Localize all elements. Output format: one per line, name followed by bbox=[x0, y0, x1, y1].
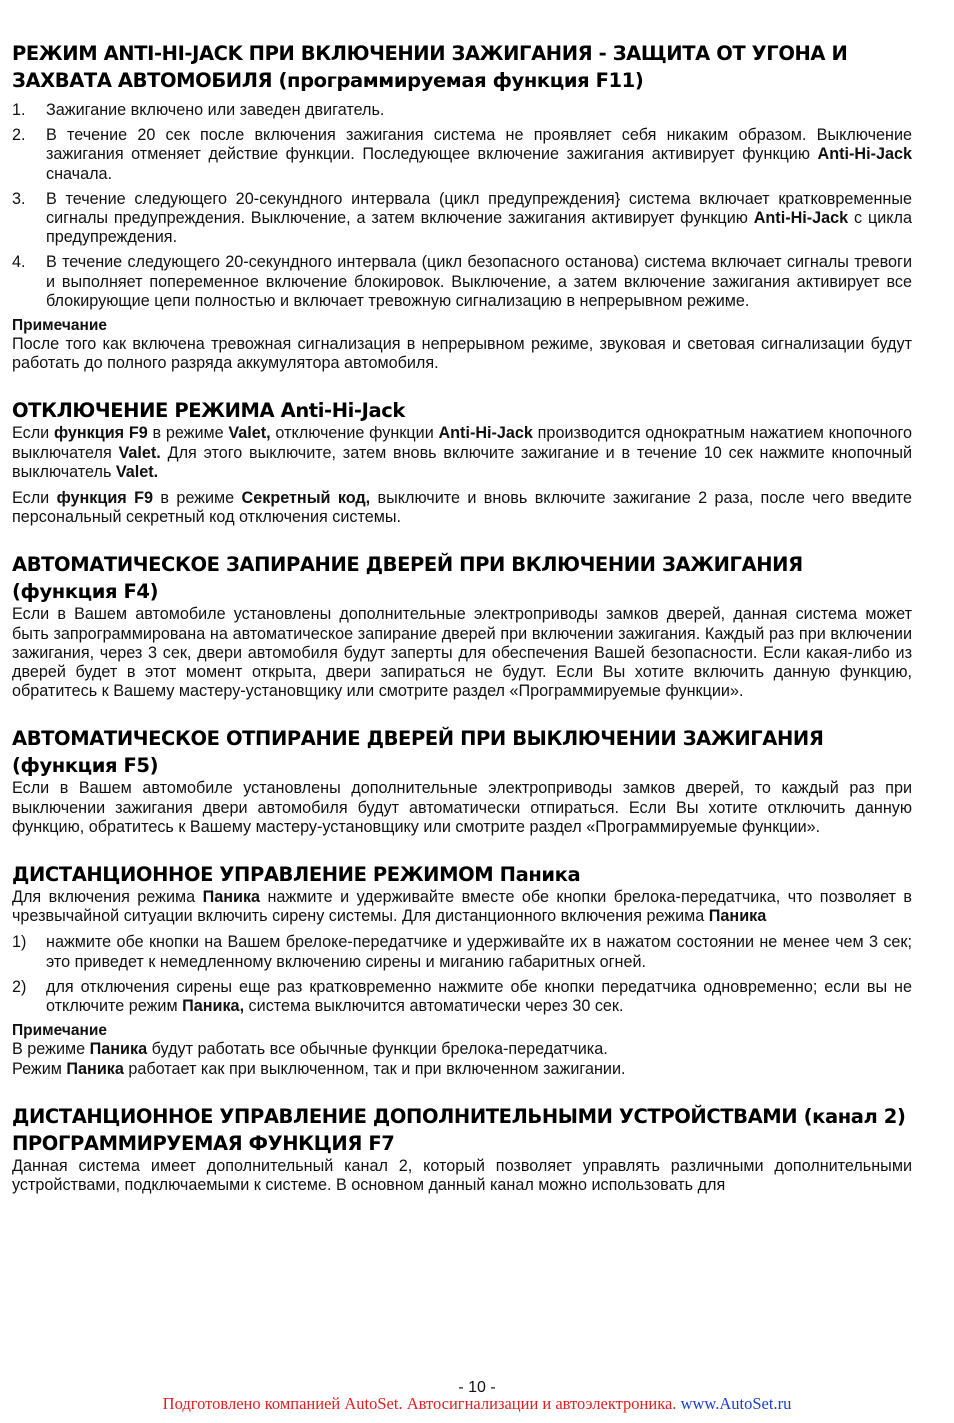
paragraph: Для включения режима Паника нажмите и удерживайте вместе обе кнопки брелока-передатчика, что позволяет в чрезвычайной ситуации включить сирену системы. Для дистанционного включения режима Паника bbox=[12, 888, 913, 926]
manual-page bbox=[12, 40, 912, 1219]
list-item: 2) для отключения сирены еще раз кратковременно нажмите обе кнопки передатчика одновременно; если вы не отключите режим Паника, система выключится автоматически через 30 сек. bbox=[12, 977, 912, 1016]
note-heading: Примечание bbox=[12, 1022, 107, 1040]
page-number: - 10 - bbox=[458, 1379, 496, 1396]
section-disable-anti-hi-jack bbox=[12, 397, 912, 527]
steps-list bbox=[12, 101, 912, 311]
paragraph: Данная система имеет дополнительный канал 2, который позволяет управлять различными дополнительными устройствами, подключаемыми к системе. В основном данный канал можно использовать для bbox=[12, 1156, 912, 1194]
footer-credit: Подготовлено компанией AutoSet. Автосигнализации и автоэлектроника. www.AutoSet.ru bbox=[162, 1394, 792, 1413]
paragraph: Если функция F9 в режиме Valet, отключение функции Anti-Hi-Jack производится однократным нажатием кнопочного выключателя Valet. Для этого выключите, затем вновь включите зажигание и в течение 10 сек нажмите кнопочный выключатель Valet. bbox=[12, 424, 913, 481]
section-title: ДИСТАНЦИОННОЕ УПРАВЛЕНИЕ РЕЖИМОМ Паника bbox=[12, 863, 581, 887]
footer-link[interactable]: www.AutoSet.ru bbox=[680, 1394, 792, 1413]
note-text: В режиме Паника будут работать все обычные функции брелока-передатчика. bbox=[12, 1040, 608, 1059]
section-title: АВТОМАТИЧЕСКОЕ ОТПИРАНИЕ ДВЕРЕЙ ПРИ ВЫКЛЮЧЕНИИ ЗАЖИГАНИЯ (функция F5) bbox=[12, 727, 824, 778]
list-item: 1) нажмите обе кнопки на Вашем брелоке-передатчике и удерживайте их в нажатом состоянии не менее чем 3 сек; это приведет к немедленному включению сирены и миганию габаритных огней. bbox=[12, 933, 912, 971]
list-item: 3. В течение следующего 20-секундного интервала (цикл предупреждения} система включает кратковременные сигналы предупреждения. Выключение, а затем включение зажигания активирует функцию Anti-Hi-Jack с цикла предупреждения. bbox=[12, 189, 912, 247]
paragraph: Если в Вашем автомобиле установлены дополнительные электроприводы замков дверей, данная система может быть запрограммирована на автоматическое запирание дверей при включении зажигания. Каждый раз при включении зажигания, через 3 сек, двери автомобиля будут заперты для обеспечения Вашей безопасности. Если какая-либо из дверей будет в этот момент открыта, двери запираться не будут. Если Вы хотите включить данную функцию, обратитесь к Вашему мастеру-установщику или смотрите раздел «Программируемые функции». bbox=[12, 605, 912, 701]
list-item: 2. В течение 20 сек после включения зажигания система не проявляет себя никаким образом. Выключение зажигания отменяет действие функции. Последующее включение зажигания активирует функцию Anti-Hi-Jack сначала. bbox=[12, 126, 912, 183]
section-title: ДИСТАНЦИОННОЕ УПРАВЛЕНИЕ ДОПОЛНИТЕЛЬНЫМИ УСТРОЙСТВАМИ (канал 2) ПРОГРАММИРУЕМАЯ ФУНКЦИЯ F7 bbox=[12, 1104, 906, 1155]
section-title: РЕЖИМ ANTI-HI-JACK ПРИ ВКЛЮЧЕНИИ ЗАЖИГАНИЯ - ЗАЩИТА ОТ УГОНА И ЗАХВАТА АВТОМОБИЛЯ (программируемая функция F11) bbox=[12, 42, 848, 92]
section-title: АВТОМАТИЧЕСКОЕ ЗАПИРАНИЕ ДВЕРЕЙ ПРИ ВКЛЮЧЕНИИ ЗАЖИГАНИЯ (функция F4) bbox=[12, 553, 803, 604]
steps-list bbox=[12, 933, 912, 1016]
section-auto-unlock bbox=[12, 725, 912, 837]
section-title: ОТКЛЮЧЕНИЕ РЕЖИМА Anti-Hi-Jack bbox=[12, 399, 405, 423]
list-item: 4. В течение следующего 20-секундного интервала (цикл безопасного останова) система включает сигналы тревоги и выполняет попеременное включение блокировок. Выключение, а затем включение зажигания активирует все блокирующие цепи полностью и включает тревожную сигнализацию в непрерывном режиме. bbox=[12, 253, 912, 310]
section-anti-hi-jack bbox=[12, 40, 912, 373]
section-channel-2 bbox=[12, 1103, 912, 1195]
list-item: 1. Зажигание включено или заведен двигатель. bbox=[12, 101, 385, 119]
note-heading: Примечание bbox=[12, 317, 107, 335]
paragraph: Если функция F9 в режиме Секретный код, выключите и вновь включите зажигание 2 раза, после чего введите персональный секретный код отключения системы. bbox=[12, 489, 912, 527]
section-panic bbox=[12, 861, 912, 1079]
paragraph: Если в Вашем автомобиле установлены дополнительные электроприводы замков дверей, то каждый раз при выключении зажигания двери автомобиля будут автоматически отпираться. Если Вы хотите отключить данную функцию, обратитесь к Вашему мастеру-установщику или смотрите раздел «Программируемые функции». bbox=[12, 779, 912, 836]
section-auto-lock bbox=[12, 551, 912, 701]
note-text: После того как включена тревожная сигнализация в непрерывном режиме, звуковая и световая сигнализации будут работать до полного разряда аккумулятора автомобиля. bbox=[12, 335, 912, 373]
note-text: Режим Паника работает как при выключенном, так и при включенном зажигании. bbox=[12, 1059, 626, 1078]
